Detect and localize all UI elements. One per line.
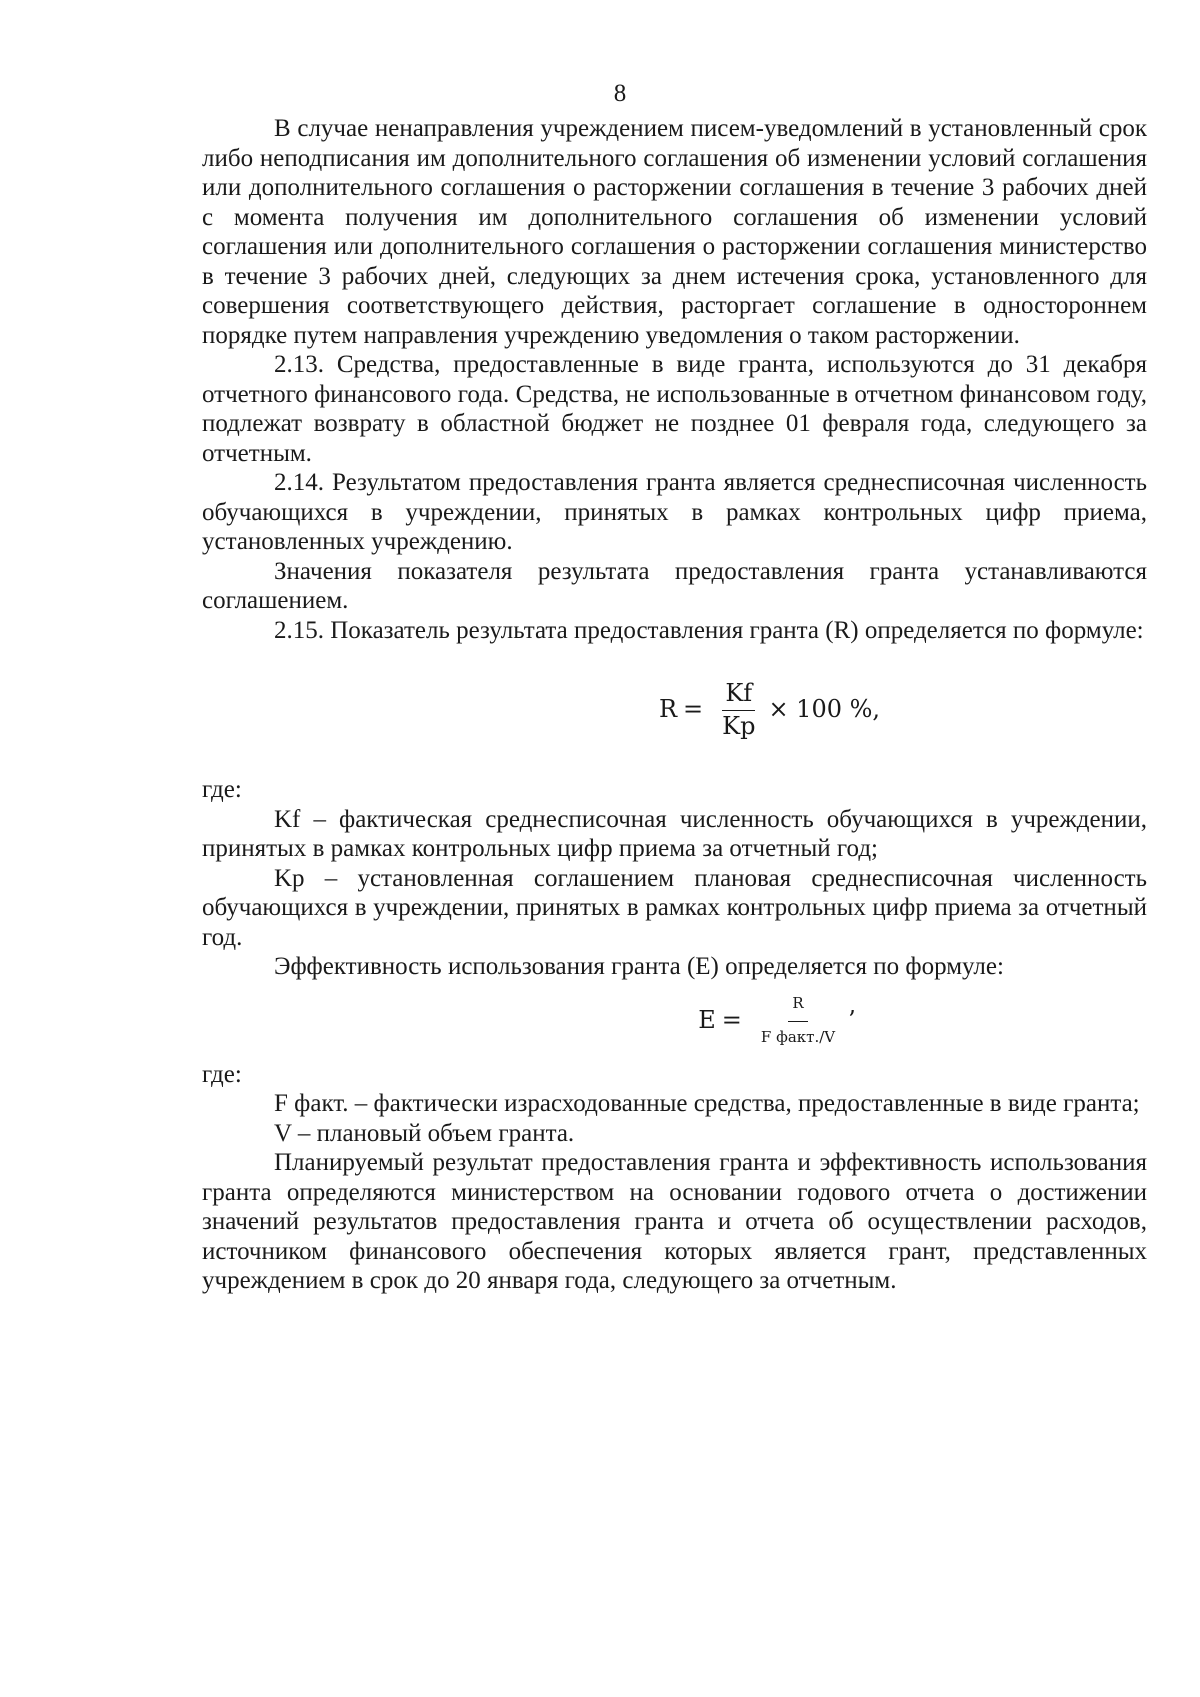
paragraph-indicator-values: Значения показателя результата предоставления гранта устанавливаются соглашением. [202,557,1147,614]
formula-result-equals: = [683,695,704,724]
formula-result-lhs: R [658,695,678,724]
formula-result-tail: × 100 %, [768,695,881,724]
definition-kf: Kf – фактическая среднесписочная численность обучающихся в учреждении, принятых в рамках контрольных цифр приема за отчетный год; [202,805,1147,862]
formula-result-fraction [719,679,758,741]
formula-efficiency-tail: ’ [848,1005,856,1034]
formula-efficiency-denominator: F факт./V [760,1027,836,1046]
formula-result [202,645,1147,775]
paragraph-termination-notice: В случае ненаправления учреждением писем-уведомлений в установленный срок либо неподписания им дополнительного соглашения об изменении условий соглашения или дополнительного соглашения о расторжении соглашения в течение 3 рабочих дней с момента получения им дополнительного соглашения об изменении условий соглашения или дополнительного соглашения о расторжении соглашения министерство в течение 3 рабочих дней, следующих за днем истечения срока, установленного для совершения соответствующего действия, расторгает соглашение в одностороннем порядке путем направления учреждению уведомления о таком расторжении. [202,115,1147,349]
formula-efficiency-equals: = [721,1005,742,1034]
where-label-2: где: [202,1060,242,1088]
formula-efficiency-lhs: E [698,1005,716,1034]
paragraph-efficiency: Эффективность использования гранта (E) определяется по формуле: [274,953,1004,980]
definition-kp: Kp – установленная соглашением плановая среднесписочная численность обучающихся в учреждении, принятых в рамках контрольных цифр приема за отчетный год. [202,864,1147,951]
paragraph-2-14: 2.14. Результатом предоставления гранта является среднесписочная численность обучающихся в учреждении, принятых в рамках контрольных цифр приема, установленных учреждению. [202,469,1147,555]
paragraph-2-13: 2.13. Средства, предоставленные в виде гранта, используются до 31 декабря отчетного финансового года. Средства, не использованные в отчетном финансовом году, подлежат возврату в областной бюджет не позднее 01 февраля года, следующего за отчетным. [202,351,1147,467]
paragraph-planned-result: Планируемый результат предоставления гранта и эффективность использования гранта определяются министерством на основании годового отчета о достижении значений результатов предоставления гранта и отчета об осуществлении расходов, источником финансового обеспечения которых является грант, представленных учреждением в срок до 20 января года, следующего за отчетным. [202,1149,1147,1294]
formula-efficiency-expression [698,989,855,1052]
where-label-1: где: [202,776,242,803]
formula-result-expression [659,679,880,741]
formula-efficiency [202,982,1147,1060]
paragraph-2-15: 2.15. Показатель результата предоставления гранта (R) определяется по формуле: [274,616,1144,644]
formula-result-numerator: Kf [722,679,755,711]
document-body [202,114,1147,1296]
formula-efficiency-numerator: R [788,989,807,1022]
definition-v: V – плановый объем гранта. [274,1119,575,1147]
page-number: 8 [613,80,627,107]
formula-efficiency-fraction [758,989,838,1052]
definition-f-fact: F факт. – фактически израсходованные средства, предоставленные в виде гранта; [274,1090,1140,1117]
formula-result-denominator: Kp [722,711,756,740]
